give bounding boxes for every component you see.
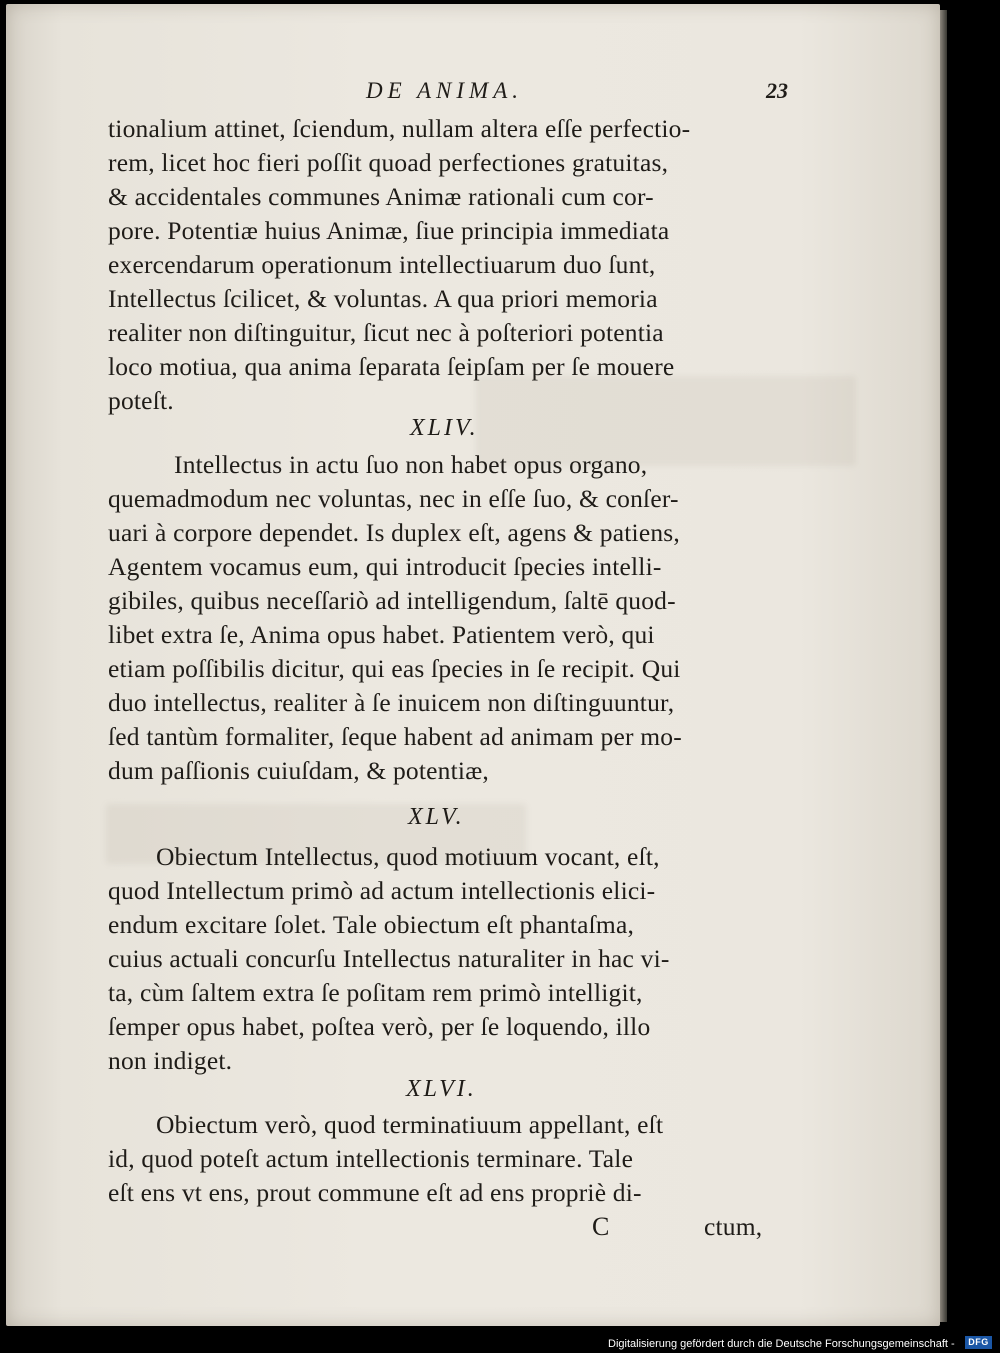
- text-line: ta, cùm ſaltem extra ſe poſitam rem primò intelligit,: [108, 978, 643, 1007]
- text-line: Intellectus in actu ſuo non habet opus organo,: [174, 450, 648, 479]
- text-line: Intellectus ſcilicet, & voluntas. A qua priori memoria: [108, 284, 658, 313]
- text-line: dum paſſionis cuiuſdam, & potentiæ,: [108, 756, 489, 785]
- text-line: eſt ens vt ens, prout commune eſt ad ens propriè di-: [108, 1178, 642, 1207]
- text-line: ſemper opus habet, poſtea verò, per ſe loquendo, illo: [108, 1012, 651, 1041]
- section-heading: XLVI.: [406, 1076, 477, 1102]
- text-line: & accidentales communes Animæ rationali cum cor-: [108, 182, 654, 211]
- text-line: etiam poſſibilis dicitur, qui eas ſpecies in ſe recipit. Qui: [108, 654, 681, 683]
- text-line: realiter non diſtinguitur, ſicut nec à poſteriori potentia: [108, 318, 664, 347]
- text-line: Obiectum verò, quod terminatiuum appellant, eſt: [156, 1110, 664, 1139]
- section-heading: XLV.: [408, 804, 465, 830]
- book-page: [6, 4, 940, 1326]
- text-line: rem, licet hoc fieri poſſit quoad perfectiones gratuitas,: [108, 148, 669, 177]
- text-line: libet extra ſe, Anima opus habet. Patientem verò, qui: [108, 620, 655, 649]
- text-line: pore. Potentiæ huius Animæ, ſiue principia immediata: [108, 216, 670, 245]
- text-line: quod Intellectum primò ad actum intellectionis elici-: [108, 876, 656, 905]
- text-line: Agentem vocamus eum, qui introducit ſpecies intelli-: [108, 552, 662, 581]
- catchword: ctum,: [704, 1212, 763, 1241]
- text-line: poteſt.: [108, 386, 174, 415]
- signature-mark: C: [592, 1212, 610, 1241]
- page-number: 23: [766, 78, 788, 103]
- text-line: non indiget.: [108, 1046, 233, 1075]
- text-line: Obiectum Intellectus, quod motiuum vocant, eſt,: [156, 842, 660, 871]
- dfg-logo: DFG: [965, 1336, 992, 1349]
- text-line: tionalium attinet, ſciendum, nullam altera eſſe perfectio-: [108, 114, 691, 143]
- text-line: ſed tantùm formaliter, ſeque habent ad animam per mo-: [108, 722, 682, 751]
- text-line: duo intellectus, realiter à ſe inuicem non diſtinguuntur,: [108, 688, 675, 717]
- running-title: DE ANIMA.: [366, 78, 524, 103]
- section-heading: XLIV.: [410, 415, 479, 441]
- text-line: loco motiua, qua anima ſeparata ſeipſam per ſe mouere: [108, 352, 675, 381]
- text-line: endum excitare ſolet. Tale obiectum eſt phantaſma,: [108, 910, 635, 939]
- text-line: id, quod poteſt actum intellectionis terminare. Tale: [108, 1144, 634, 1173]
- funding-credit: Digitalisierung gefördert durch die Deutsche Forschungsgemeinschaft -: [608, 1338, 955, 1350]
- text-line: uari à corpore dependet. Is duplex eſt, agens & patiens,: [108, 518, 681, 547]
- text-line: quemadmodum nec voluntas, nec in eſſe ſuo, & conſer-: [108, 484, 679, 513]
- page-edge: [940, 10, 947, 1322]
- text-line: exercendarum operationum intellectiuarum duo ſunt,: [108, 250, 656, 279]
- text-line: gibiles, quibus neceſſariò ad intelligendum, ſaltē quod-: [108, 586, 676, 615]
- text-line: cuius actuali concurſu Intellectus naturaliter in hac vi-: [108, 944, 670, 973]
